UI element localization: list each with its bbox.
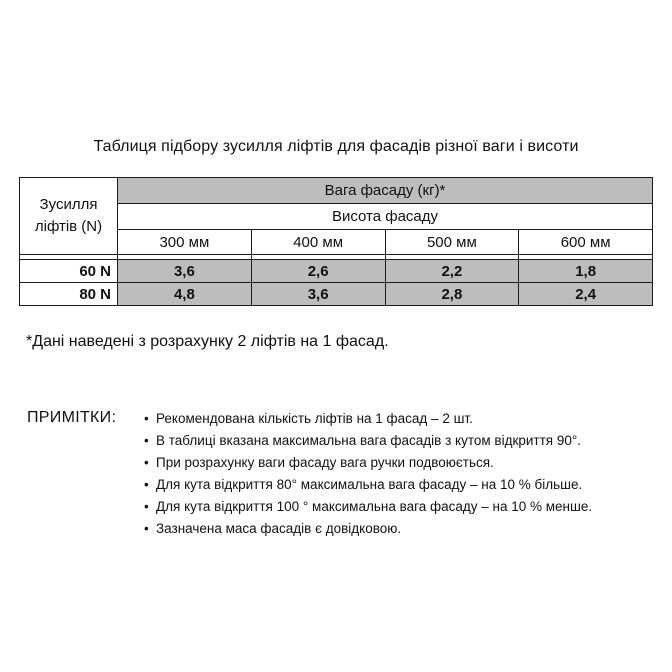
list-item bbox=[144, 409, 592, 431]
height-cell: 600 мм bbox=[519, 230, 653, 255]
list-item bbox=[144, 453, 592, 475]
note-text: В таблиці вказана максимальна вага фасадів з кутом відкриття 90°. bbox=[156, 433, 582, 448]
force-cell: 60 N bbox=[20, 260, 118, 283]
weight-cell: 4,8 bbox=[118, 283, 252, 306]
table-row bbox=[20, 260, 653, 283]
lift-force-table bbox=[19, 177, 653, 306]
height-cell: 400 мм bbox=[251, 230, 385, 255]
table-row bbox=[20, 283, 653, 306]
force-cell: 80 N bbox=[20, 283, 118, 306]
bullet-icon: • bbox=[144, 499, 149, 514]
notes-label: ПРИМІТКИ: bbox=[27, 409, 117, 426]
list-item bbox=[144, 431, 592, 453]
weight-cell: 3,6 bbox=[118, 260, 252, 283]
height-cell: 500 мм bbox=[385, 230, 519, 255]
bullet-icon: • bbox=[144, 455, 149, 470]
weight-cell: 2,2 bbox=[385, 260, 519, 283]
list-item bbox=[144, 519, 592, 541]
weight-cell: 3,6 bbox=[251, 283, 385, 306]
note-text: Рекомендована кількість ліфтів на 1 фасад – 2 шт. bbox=[156, 411, 473, 426]
note-text: Для кута відкриття 80° максимальна вага фасаду – на 10 % більше. bbox=[156, 477, 583, 492]
bullet-icon: • bbox=[144, 433, 149, 448]
bullet-icon: • bbox=[144, 521, 149, 536]
weight-cell: 1,8 bbox=[519, 260, 653, 283]
weight-cell: 2,4 bbox=[519, 283, 653, 306]
weight-header: Вага фасаду (кг)* bbox=[118, 178, 653, 204]
list-item bbox=[144, 497, 592, 519]
list-item bbox=[144, 475, 592, 497]
footnote: *Дані наведені з розрахунку 2 ліфтів на 1 фасад. bbox=[26, 333, 389, 350]
bullet-icon: • bbox=[144, 411, 149, 426]
page-title: Таблиця підбору зусилля ліфтів для фасадів різної ваги і висоти bbox=[93, 138, 579, 155]
force-column-header: Зусилля ліфтів (N) bbox=[20, 178, 118, 255]
height-cell: 300 мм bbox=[118, 230, 252, 255]
table-header-row bbox=[20, 178, 653, 204]
weight-cell: 2,6 bbox=[251, 260, 385, 283]
notes-list bbox=[144, 409, 592, 541]
note-text: Зазначена маса фасадів є довідковою. bbox=[156, 521, 402, 536]
bullet-icon: • bbox=[144, 477, 149, 492]
height-header: Висота фасаду bbox=[118, 204, 653, 230]
weight-cell: 2,8 bbox=[385, 283, 519, 306]
note-text: Для кута відкриття 100 ° максимальна вага фасаду – на 10 % менше. bbox=[156, 499, 593, 514]
note-text: При розрахунку ваги фасаду вага ручки подвоюється. bbox=[156, 455, 494, 470]
